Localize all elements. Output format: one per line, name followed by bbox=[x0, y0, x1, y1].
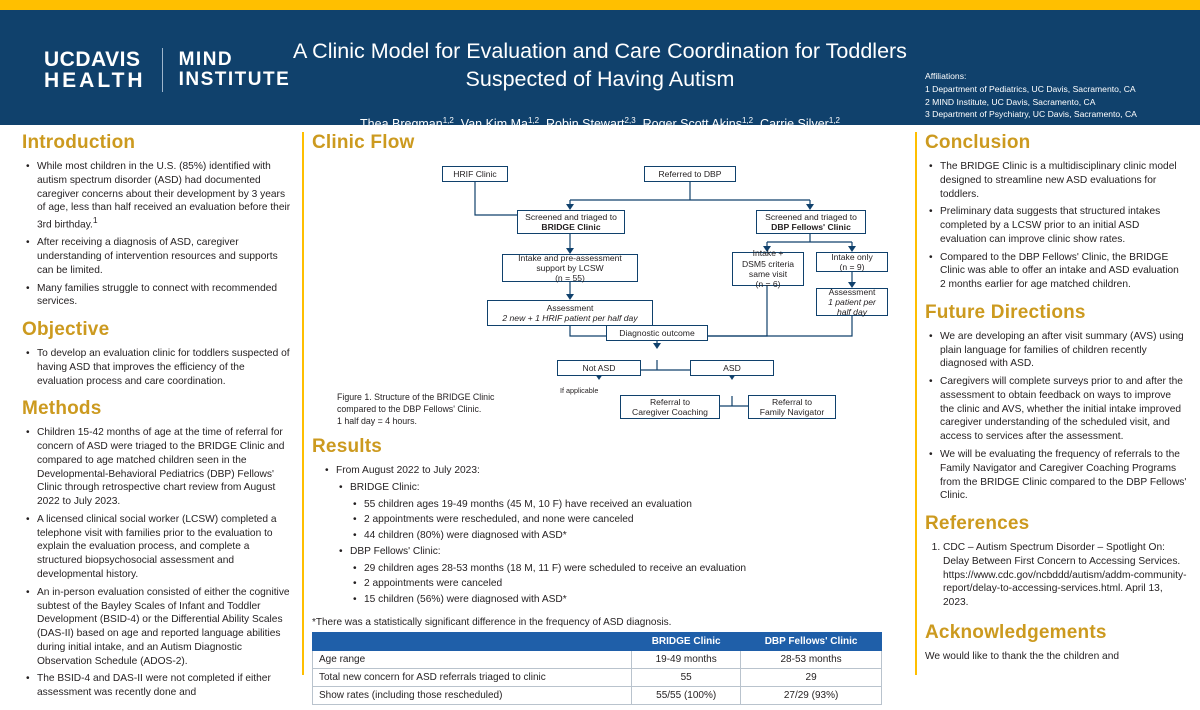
node-not-asd: Not ASD bbox=[557, 360, 641, 376]
results-heading: Results bbox=[312, 436, 383, 457]
results-list bbox=[312, 464, 912, 607]
list-item: • BRIDGE Clinic: • 55 children ages 19-49 months (45 M, 10 F) have received an evaluation • 2 appointments were rescheduled, and none were canceled • 44 children (80%) were diagnosed with ASD* bbox=[350, 481, 912, 543]
node-assessment-dbp: Assessment 1 patient per half day bbox=[816, 288, 888, 316]
affiliation-item: 2 MIND Institute, UC Davis, Sacramento, CA bbox=[925, 96, 1096, 107]
table-cell: 28-53 months bbox=[741, 650, 882, 668]
mind-wordmark: MIND bbox=[178, 49, 234, 71]
if-applicable-label: If applicable bbox=[560, 386, 599, 395]
ucdavis-health-logo bbox=[44, 49, 146, 91]
table-cell: 29 bbox=[741, 668, 882, 686]
list-item: • 2 appointments were canceled bbox=[364, 577, 912, 591]
node-diagnostic-outcome: Diagnostic outcome bbox=[606, 325, 708, 341]
list-item: • Caregivers will complete surveys prior to and after the assessment to obtain feedback on ways to improve the clinic and AVS, whether the initial intake improved caregiver understanding of the scheduled visit, and access to services after the assessment. bbox=[940, 375, 1187, 444]
table-cell: 19-49 months bbox=[632, 650, 741, 668]
objective-list bbox=[22, 347, 292, 388]
results-date-range: From August 2022 to July 2023: bbox=[336, 465, 480, 476]
middle-column bbox=[312, 132, 912, 705]
list-item: • Many families struggle to connect with recommended services. bbox=[37, 282, 292, 310]
list-item: • An in-person evaluation consisted of either the cognitive subtest of the Bayley Scales of Infant and Toddler Development (BSID-4) or the Differential Ability Scales (DAS-II) based on age and reported language abilities during initial intake, and an Autism Diagnostic Observation Schedule (ADOS-2). bbox=[37, 586, 292, 669]
list-item: • Children 15-42 months of age at the time of referral for concern of ASD were triaged to the BRIDGE Clinic and compared to age matched children seen in the Developmental-Behavioral Pediatrics (DBP) Fellows' Clinic through retrospective chart review from August 2022 to July 2023. bbox=[37, 426, 292, 509]
table-cell: 55/55 (100%) bbox=[632, 686, 741, 704]
introduction-heading: Introduction bbox=[22, 132, 136, 153]
health-wordmark: HEALTH bbox=[44, 69, 146, 92]
list-item: • 15 children (56%) were diagnosed with ASD* bbox=[364, 593, 912, 607]
introduction-list bbox=[22, 160, 292, 309]
logo-divider bbox=[162, 48, 163, 92]
node-hrif-clinic: HRIF Clinic bbox=[442, 166, 508, 182]
node-intake-only: Intake only (n = 9) bbox=[816, 252, 888, 272]
table-cell: 55 bbox=[632, 668, 741, 686]
table-row bbox=[313, 686, 882, 704]
affiliations-heading: Affiliations: bbox=[925, 71, 967, 81]
affiliations bbox=[925, 70, 1195, 121]
affiliation-item: 1 Department of Pediatrics, UC Davis, Sacramento, CA bbox=[925, 84, 1136, 95]
conclusion-list bbox=[925, 160, 1187, 292]
poster-title: A Clinic Model for Evaluation and Care Coordination for Toddlers Suspected of Having Autism bbox=[293, 39, 907, 91]
clinic-flow-diagram bbox=[312, 160, 912, 430]
node-referred-to-dbp: Referred to DBP bbox=[644, 166, 736, 182]
list-item: • Preliminary data suggests that structured intakes completed by a LCSW prior to an initial ASD evaluation can improve clinic show rates. bbox=[940, 205, 1187, 246]
list-item: • To develop an evaluation clinic for toddlers suspected of having ASD that improves the efficiency of the evaluation process and care coordination. bbox=[37, 347, 292, 388]
node-screened-dbp: Screened and triaged to DBP Fellows' Clinic bbox=[756, 210, 866, 234]
node-referral-family-navigator: Referral to Family Navigator bbox=[748, 395, 836, 419]
table-cell: 27/29 (93%) bbox=[741, 686, 882, 704]
node-referral-caregiver-coaching: Referral to Caregiver Coaching bbox=[620, 395, 720, 419]
acknowledgements-heading: Acknowledgements bbox=[925, 621, 1107, 643]
figure-caption bbox=[337, 392, 527, 428]
author-list: Thea Bregman$^{1,2}$, Van Kim Ma$^{1,2}$, Robin Stewart$^{2,3}$, Roger Scott Akins$^{1,2}$, Carrie Silver$^{1,2}$ bbox=[360, 116, 840, 132]
future-directions-heading: Future Directions bbox=[925, 301, 1086, 323]
list-item: • DBP Fellows' Clinic: • 29 children ages 28-53 months (18 M, 11 F) were scheduled to receive an evaluation • 2 appointments were canceled • 15 children (56%) were diagnosed with ASD* bbox=[350, 545, 912, 607]
list-item: • 44 children (80%) were diagnosed with ASD* bbox=[364, 529, 912, 543]
methods-list bbox=[22, 426, 292, 700]
table-row bbox=[313, 668, 882, 686]
list-item: • After receiving a diagnosis of ASD, caregiver understanding of intervention resources and supports can be limited. bbox=[37, 236, 292, 277]
future-directions-list bbox=[925, 330, 1187, 503]
node-intake-dsm5: Intake + DSM5 criteria same visit (n = 6) bbox=[732, 252, 804, 286]
node-asd: ASD bbox=[690, 360, 774, 376]
list-item: • We will be evaluating the frequency of referrals to the Family Navigator and Caregiver Coaching Programs from the BRIDGE Clinic compared to the DBP Fellows' Clinic. bbox=[940, 448, 1187, 503]
table-header-row bbox=[313, 632, 882, 650]
methods-heading: Methods bbox=[22, 398, 102, 420]
list-item: • While most children in the U.S. (85%) identified with autism spectrum disorder (ASD) had documented caregiver concerns about their development by 3 years of age, less than half received an evaluation before their 3rd birthday.$^1$ bbox=[37, 160, 292, 232]
list-item: • A licensed clinical social worker (LCSW) completed a telephone visit with families prior to the evaluation to explain the evaluation process, and complete a structured biopsychosocial assessment and developmental history. bbox=[37, 513, 292, 582]
list-item bbox=[336, 464, 912, 607]
conclusion-heading: Conclusion bbox=[925, 132, 1031, 153]
table-header-cell: BRIDGE Clinic bbox=[632, 632, 741, 650]
results-table bbox=[312, 632, 882, 705]
bridge-clinic-results bbox=[350, 498, 912, 543]
list-item: • The BSID-4 and DAS-II were not completed if either assessment was recently done and bbox=[37, 672, 292, 700]
poster-header bbox=[0, 10, 1200, 132]
table-header-cell: DBP Fellows' Clinic bbox=[741, 632, 882, 650]
references-list bbox=[925, 541, 1187, 610]
affiliation-item: 3 Department of Psychiatry, UC Davis, Sacramento, CA bbox=[925, 109, 1137, 120]
node-intake-lcsw: Intake and pre-assessment support by LCSW (n = 55) bbox=[502, 254, 638, 282]
results-sublist bbox=[336, 481, 912, 607]
institute-wordmark: INSTITUTE bbox=[178, 69, 291, 90]
acknowledgements-text: We would like to thank the the children and bbox=[925, 650, 1120, 662]
results-footnote: *There was a statistically significant difference in the frequency of ASD diagnosis. bbox=[312, 616, 672, 628]
ucdavis-wordmark: UCDAVIS bbox=[44, 48, 141, 71]
table-cell: Total new concern for ASD referrals triaged to clinic bbox=[313, 668, 632, 686]
node-screened-bridge: Screened and triaged to BRIDGE Clinic bbox=[517, 210, 625, 234]
figure-caption-line: Figure 1. Structure of the BRIDGE Clinic bbox=[337, 392, 495, 402]
table-cell: Age range bbox=[313, 650, 632, 668]
list-item: • 55 children ages 19-49 months (45 M, 10 F) have received an evaluation bbox=[364, 498, 912, 512]
list-item: • 2 appointments were rescheduled, and none were canceled bbox=[364, 513, 912, 527]
dbp-fellows-results bbox=[350, 562, 912, 607]
column-rule-right bbox=[915, 132, 917, 675]
left-column bbox=[22, 132, 292, 710]
objective-heading: Objective bbox=[22, 319, 110, 341]
table-cell: Show rates (including those rescheduled) bbox=[313, 686, 632, 704]
figure-caption-line: 1 half day = 4 hours. bbox=[337, 415, 417, 426]
list-item: 1. CDC – Autism Spectrum Disorder – Spotlight On: Delay Between First Concern to Accessing Services. https://www.cdc.gov/ncbddd/autism/addm-community-report/delay-to-accessing-services.html. April 13, 2023. bbox=[943, 541, 1187, 610]
column-rule-left bbox=[302, 132, 304, 675]
references-heading: References bbox=[925, 513, 1030, 535]
list-item: • 29 children ages 28-53 months (18 M, 11 F) were scheduled to receive an evaluation bbox=[364, 562, 912, 576]
table-row bbox=[313, 650, 882, 668]
table-header-cell bbox=[313, 632, 632, 650]
figure-caption-line: compared to the DBP Fellows' Clinic. bbox=[337, 403, 482, 414]
list-item: • We are developing an after visit summary (AVS) using plain language for families of children recently diagnosed with ASD. bbox=[940, 330, 1187, 371]
top-gold-strip bbox=[0, 0, 1200, 10]
node-assessment-bridge: Assessment 2 new + 1 HRIF patient per half day bbox=[487, 300, 653, 326]
right-column bbox=[925, 132, 1187, 664]
list-item: • Compared to the DBP Fellows' Clinic, the BRIDGE Clinic was able to offer an intake and ASD evaluation 2 months earlier for age matched children. bbox=[940, 251, 1187, 292]
list-item: • The BRIDGE Clinic is a multidisciplinary clinic model designed to streamline new ASD evaluations for toddlers. bbox=[940, 160, 1187, 201]
clinic-flow-heading: Clinic Flow bbox=[312, 132, 415, 153]
